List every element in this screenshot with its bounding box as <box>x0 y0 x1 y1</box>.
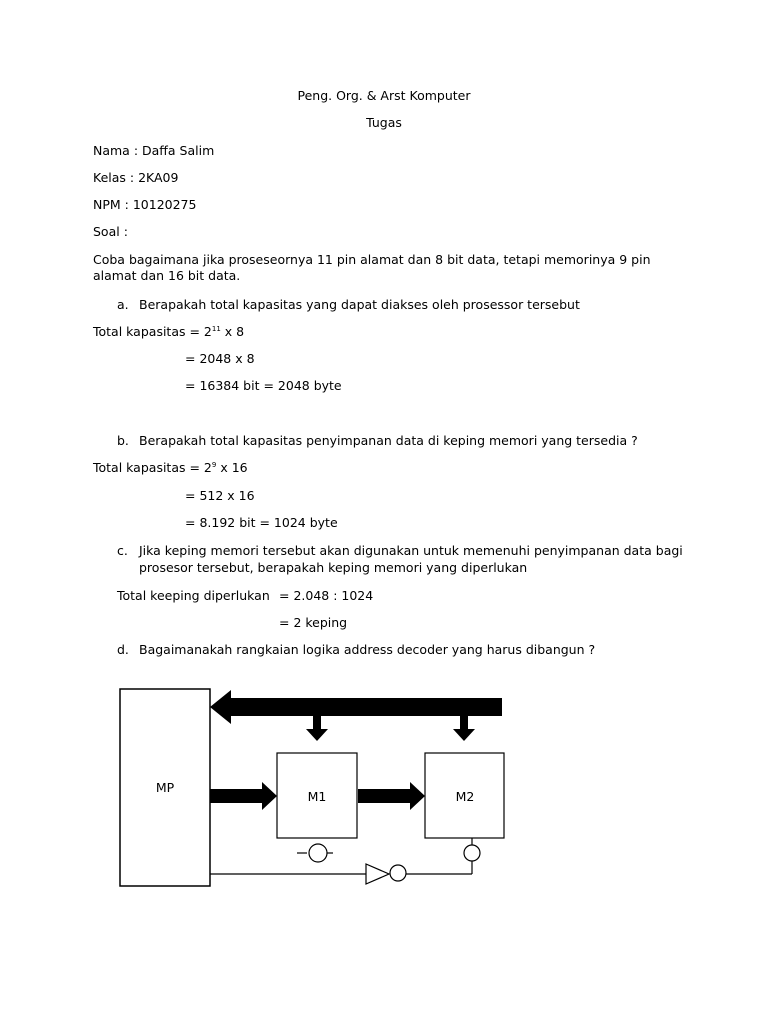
part-c-calc1: = 2.048 : 1024 <box>279 588 374 603</box>
soal-question: Coba bagaimana jika proseseornya 11 pin alamat dan 8 bit data, tetapi memorinya 9 pin alamat dan 16 bit data. <box>93 252 651 283</box>
part-c-calc2: = 2 keping <box>279 615 348 630</box>
m2-cs-bubble <box>464 845 480 861</box>
part-b-line2: = 512 x 16 <box>185 488 255 503</box>
student-class: Kelas : 2KA09 <box>93 170 179 185</box>
part-a-line2: = 2048 x 8 <box>185 351 255 366</box>
bus-tap-m1-arrow <box>306 716 328 741</box>
part-b-line1-suffix: x 16 <box>216 460 248 475</box>
page-title: Tugas <box>366 115 402 130</box>
address-arrow-mp-m1 <box>210 782 277 810</box>
address-arrow-m1-m2 <box>358 782 425 810</box>
bus-tap-m2-arrow <box>453 716 475 741</box>
part-c-question-line2: prosesor tersebut, berapakah keping memori yang diperlukan <box>139 560 528 575</box>
student-name: Nama : Daffa Salim <box>93 143 215 158</box>
mp-label: MP <box>155 780 175 795</box>
not-gate <box>366 864 389 884</box>
course-title: Peng. Org. & Arst Komputer <box>297 88 471 103</box>
part-b-line3: = 8.192 bit = 1024 byte <box>185 515 338 530</box>
part-a-line1-suffix: x 8 <box>220 324 245 339</box>
part-a-marker: a. <box>117 297 129 312</box>
part-d-marker: d. <box>117 642 129 657</box>
m1-cs-bubble <box>309 844 327 862</box>
part-b-line1-prefix: Total kapasitas = 2 <box>93 460 212 475</box>
part-c-question-line1: Jika keping memori tersebut akan digunakan untuk memenuhi penyimpanan data bagi <box>139 543 683 558</box>
student-npm: NPM : 10120275 <box>93 197 197 212</box>
part-b-line1-exp: 9 <box>211 461 217 469</box>
part-a-line1-exp: 11 <box>211 325 221 333</box>
not-gate-bubble <box>390 865 406 881</box>
part-c-total-label: Total keeping diperlukan <box>117 588 270 603</box>
data-bus-arrow <box>210 690 502 724</box>
part-c-marker: c. <box>117 543 128 558</box>
part-b-question: Berapakah total kapasitas penyimpanan data di keping memori yang tersedia ? <box>139 433 638 448</box>
m1-label: M1 <box>307 789 327 804</box>
part-d-question: Bagaimanakah rangkaian logika address decoder yang harus dibangun ? <box>139 642 596 657</box>
soal-label: Soal : <box>93 224 128 239</box>
part-a-line3: = 16384 bit = 2048 byte <box>185 378 342 393</box>
m2-label: M2 <box>455 789 475 804</box>
part-a-line1-prefix: Total kapasitas = 2 <box>93 324 212 339</box>
part-b-marker: b. <box>117 433 129 448</box>
part-a-question: Berapakah total kapasitas yang dapat diakses oleh prosessor tersebut <box>139 297 580 312</box>
